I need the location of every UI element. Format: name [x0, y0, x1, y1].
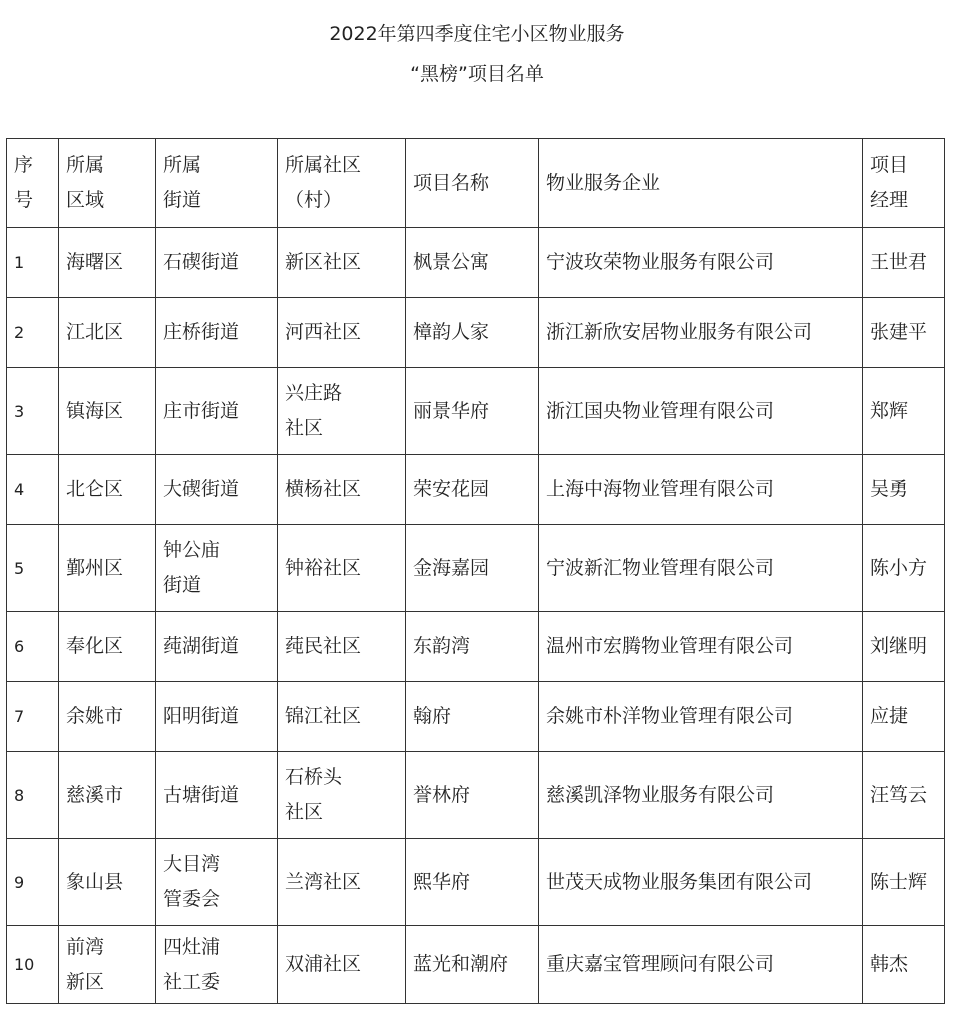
table-header-row [7, 139, 945, 228]
cell-project: 金海嘉园 [406, 525, 539, 612]
header-community: 所属社区 （村） [278, 139, 406, 228]
page-title-line2: “黑榜”项目名单 [410, 63, 544, 85]
cell-district: 北仑区 [59, 455, 156, 525]
cell-seq: 8 [7, 752, 59, 839]
table-row [7, 926, 945, 1004]
page-title-line1: 2022年第四季度住宅小区物业服务 [329, 23, 625, 45]
table-row [7, 298, 945, 368]
cell-seq: 6 [7, 612, 59, 682]
cell-manager: 陈士辉 [863, 839, 945, 926]
table-row [7, 455, 945, 525]
cell-street: 四灶浦 社工委 [156, 926, 278, 1004]
cell-street: 大目湾 管委会 [156, 839, 278, 926]
cell-project: 誉林府 [406, 752, 539, 839]
cell-manager: 张建平 [863, 298, 945, 368]
cell-community: 双浦社区 [278, 926, 406, 1004]
cell-manager: 陈小方 [863, 525, 945, 612]
cell-company: 重庆嘉宝管理顾问有限公司 [539, 926, 863, 1004]
header-street: 所属 街道 [156, 139, 278, 228]
cell-company: 宁波新汇物业管理有限公司 [539, 525, 863, 612]
cell-seq: 5 [7, 525, 59, 612]
cell-company: 宁波玫荣物业服务有限公司 [539, 228, 863, 298]
cell-company: 世茂天成物业服务集团有限公司 [539, 839, 863, 926]
cell-seq: 2 [7, 298, 59, 368]
cell-project: 荣安花园 [406, 455, 539, 525]
cell-company: 浙江新欣安居物业服务有限公司 [539, 298, 863, 368]
cell-district: 镇海区 [59, 368, 156, 455]
cell-manager: 应捷 [863, 682, 945, 752]
cell-street: 大碶街道 [156, 455, 278, 525]
cell-company: 温州市宏腾物业管理有限公司 [539, 612, 863, 682]
table-row [7, 612, 945, 682]
cell-company: 上海中海物业管理有限公司 [539, 455, 863, 525]
cell-community: 锦江社区 [278, 682, 406, 752]
table-row [7, 752, 945, 839]
cell-district: 象山县 [59, 839, 156, 926]
cell-street: 阳明街道 [156, 682, 278, 752]
cell-project: 东韵湾 [406, 612, 539, 682]
cell-community: 石桥头 社区 [278, 752, 406, 839]
header-seq: 序 号 [7, 139, 59, 228]
header-district: 所属 区域 [59, 139, 156, 228]
cell-seq: 3 [7, 368, 59, 455]
cell-community: 莼民社区 [278, 612, 406, 682]
cell-seq: 7 [7, 682, 59, 752]
cell-street: 莼湖街道 [156, 612, 278, 682]
cell-street: 古塘街道 [156, 752, 278, 839]
cell-seq: 1 [7, 228, 59, 298]
cell-project: 翰府 [406, 682, 539, 752]
cell-district: 奉化区 [59, 612, 156, 682]
cell-district: 余姚市 [59, 682, 156, 752]
cell-manager: 郑辉 [863, 368, 945, 455]
cell-manager: 汪笃云 [863, 752, 945, 839]
cell-community: 兰湾社区 [278, 839, 406, 926]
table-row [7, 682, 945, 752]
table-row [7, 228, 945, 298]
cell-manager: 王世君 [863, 228, 945, 298]
cell-street: 石碶街道 [156, 228, 278, 298]
cell-community: 横杨社区 [278, 455, 406, 525]
cell-street: 钟公庙 街道 [156, 525, 278, 612]
blacklist-table [6, 138, 945, 1004]
cell-district: 前湾 新区 [59, 926, 156, 1004]
cell-street: 庄桥街道 [156, 298, 278, 368]
cell-seq: 9 [7, 839, 59, 926]
cell-district: 江北区 [59, 298, 156, 368]
cell-manager: 韩杰 [863, 926, 945, 1004]
cell-district: 鄞州区 [59, 525, 156, 612]
header-project: 项目名称 [406, 139, 539, 228]
cell-company: 慈溪凯泽物业服务有限公司 [539, 752, 863, 839]
cell-district: 慈溪市 [59, 752, 156, 839]
cell-community: 新区社区 [278, 228, 406, 298]
cell-project: 樟韵人家 [406, 298, 539, 368]
cell-project: 熙华府 [406, 839, 539, 926]
cell-district: 海曙区 [59, 228, 156, 298]
cell-project: 枫景公寓 [406, 228, 539, 298]
cell-project: 蓝光和潮府 [406, 926, 539, 1004]
header-manager: 项目 经理 [863, 139, 945, 228]
cell-project: 丽景华府 [406, 368, 539, 455]
cell-company: 浙江国央物业管理有限公司 [539, 368, 863, 455]
cell-community: 河西社区 [278, 298, 406, 368]
cell-community: 钟裕社区 [278, 525, 406, 612]
table-row [7, 368, 945, 455]
cell-seq: 10 [7, 926, 59, 1004]
cell-street: 庄市街道 [156, 368, 278, 455]
cell-company: 余姚市朴洋物业管理有限公司 [539, 682, 863, 752]
cell-seq: 4 [7, 455, 59, 525]
table-row [7, 839, 945, 926]
cell-community: 兴庄路 社区 [278, 368, 406, 455]
cell-manager: 吴勇 [863, 455, 945, 525]
cell-manager: 刘继明 [863, 612, 945, 682]
header-company: 物业服务企业 [539, 139, 863, 228]
table-row [7, 525, 945, 612]
